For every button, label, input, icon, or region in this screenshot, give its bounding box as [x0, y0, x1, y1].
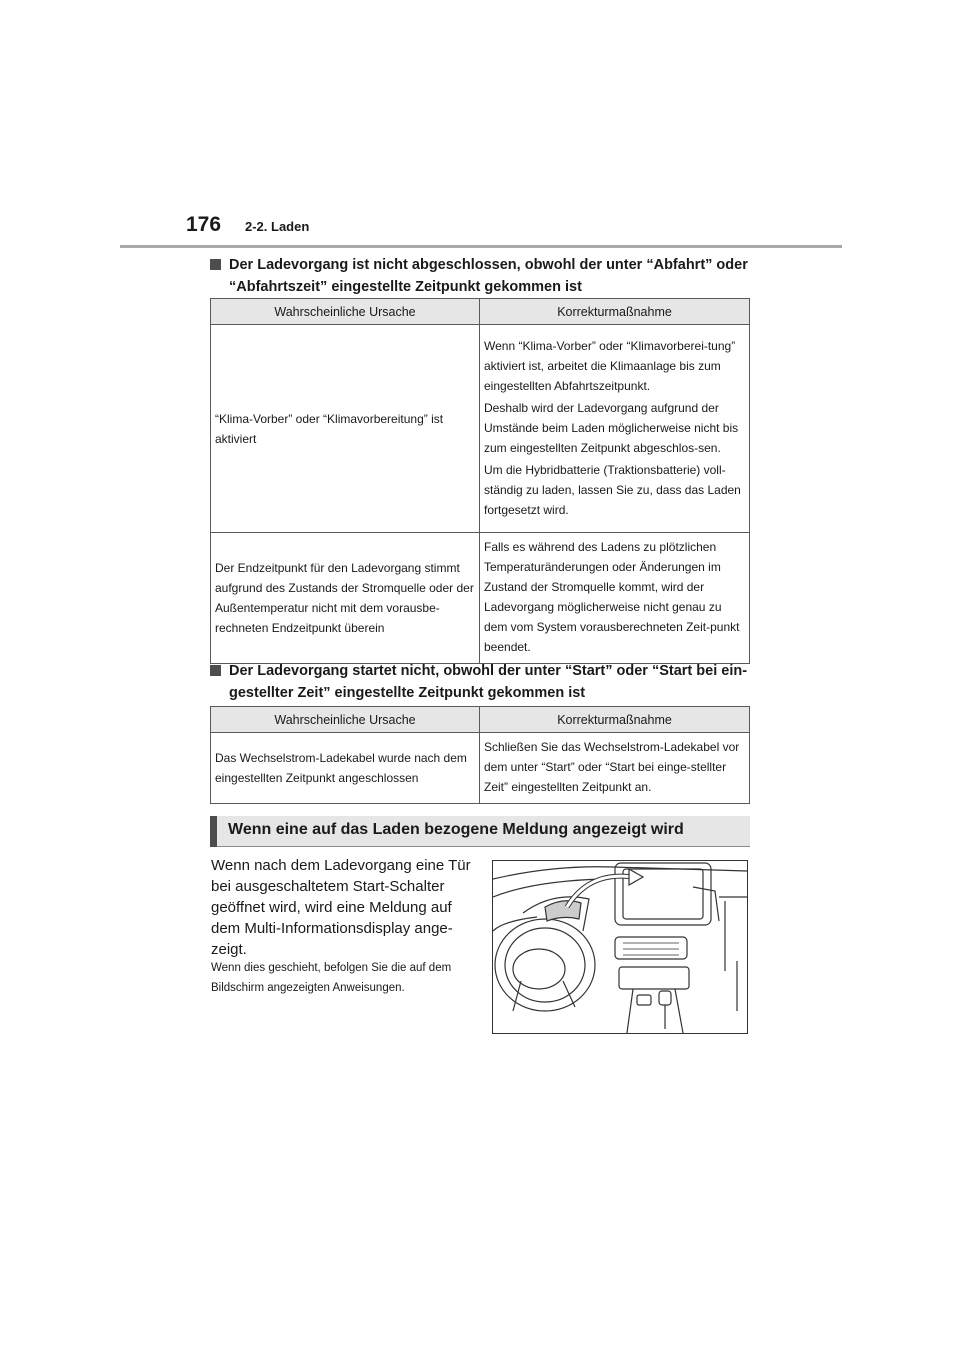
column-header-cause: Wahrscheinliche Ursache [211, 707, 480, 733]
table-row [211, 325, 750, 533]
section1-table [210, 298, 750, 664]
cause-cell: Das Wechselstrom-Ladekabel wurde nach dem eingestellten Zeitpunkt angeschlossen [211, 733, 480, 804]
column-header-cause: Wahrscheinliche Ursache [211, 299, 480, 325]
action-paragraph: Schließen Sie das Wechselstrom-Ladekabel vor dem unter “Start” oder “Start bei einge-stellter Zeit” eingestellten Zeitpunkt an. [484, 740, 740, 794]
action-cell [480, 325, 750, 533]
table-header-row [211, 707, 750, 733]
action-cell [480, 533, 750, 664]
page-number: 176 [186, 213, 222, 236]
banner-accent-bar [210, 816, 217, 847]
section3-title: Wenn eine auf das Laden bezogene Meldung angezeigt wird [228, 821, 684, 838]
square-bullet-icon [210, 259, 221, 270]
table-header-row [211, 299, 750, 325]
section3-note: Wenn dies geschieht, befolgen Sie die auf dem Bildschirm angezeigten Anweisungen. [211, 962, 452, 994]
dashboard-illustration [492, 860, 748, 1034]
section1-heading-text: Der Ladevorgang ist nicht abgeschlossen, obwohl der unter “Abfahrt” oder “Abfahrtszeit” eingestellte Zeitpunkt gekommen ist [229, 257, 748, 295]
table-row [211, 533, 750, 664]
action-paragraph: Wenn “Klima-Vorber” oder “Klimavorberei-tung” aktiviert ist, arbeitet die Klimaanlage bis zum eingestellten Abfahrtszeitpunkt. [484, 338, 736, 393]
section2-heading [210, 660, 755, 704]
column-header-action: Korrekturmaßnahme [480, 707, 750, 733]
header-rule [120, 245, 842, 248]
action-paragraph: Deshalb wird der Ladevorgang aufgrund der Umstände beim Laden möglicherweise nicht bis zum eingestellten Zeitpunkt abgeschlos-sen. [484, 400, 739, 455]
section-label: 2-2. Laden [245, 219, 310, 234]
cause-cell: “Klima-Vorber” oder “Klimavorbereitung” ist aktiviert [211, 325, 480, 533]
section3-body: Wenn nach dem Ladevorgang eine Tür bei ausgeschaltetem Start-Schalter geöffnet wird, wird eine Meldung auf dem Multi-Informationsdisplay ange-zeigt. [211, 857, 471, 958]
section1-heading [210, 254, 755, 298]
dashboard-drawing [493, 861, 747, 1033]
cause-cell: Der Endzeitpunkt für den Ladevorgang stimmt aufgrund des Zustands der Stromquelle oder der Außentemperatur nicht mit dem vorausbe-rechneten Endzeitpunkt überein [211, 533, 480, 664]
square-bullet-icon [210, 665, 221, 676]
section3-banner [210, 816, 750, 847]
table-row [211, 733, 750, 804]
column-header-action: Korrekturmaßnahme [480, 299, 750, 325]
action-paragraph: Um die Hybridbatterie (Traktionsbatterie) voll-ständig zu laden, lassen Sie zu, dass das Laden fortgesetzt wird. [484, 462, 741, 517]
action-cell [480, 733, 750, 804]
action-paragraph: Falls es während des Ladens zu plötzlichen Temperaturänderungen oder Änderungen im Zustand der Stromquelle kommt, wird der Ladevorgang möglicherweise nicht genau zu dem vom System vorausberechneten Zeit-punkt beendet. [484, 540, 740, 654]
section2-table [210, 706, 750, 804]
section2-heading-text: Der Ladevorgang startet nicht, obwohl der unter “Start” oder “Start bei ein-gestellter Zeit” eingestellte Zeitpunkt gekommen ist [229, 663, 748, 701]
